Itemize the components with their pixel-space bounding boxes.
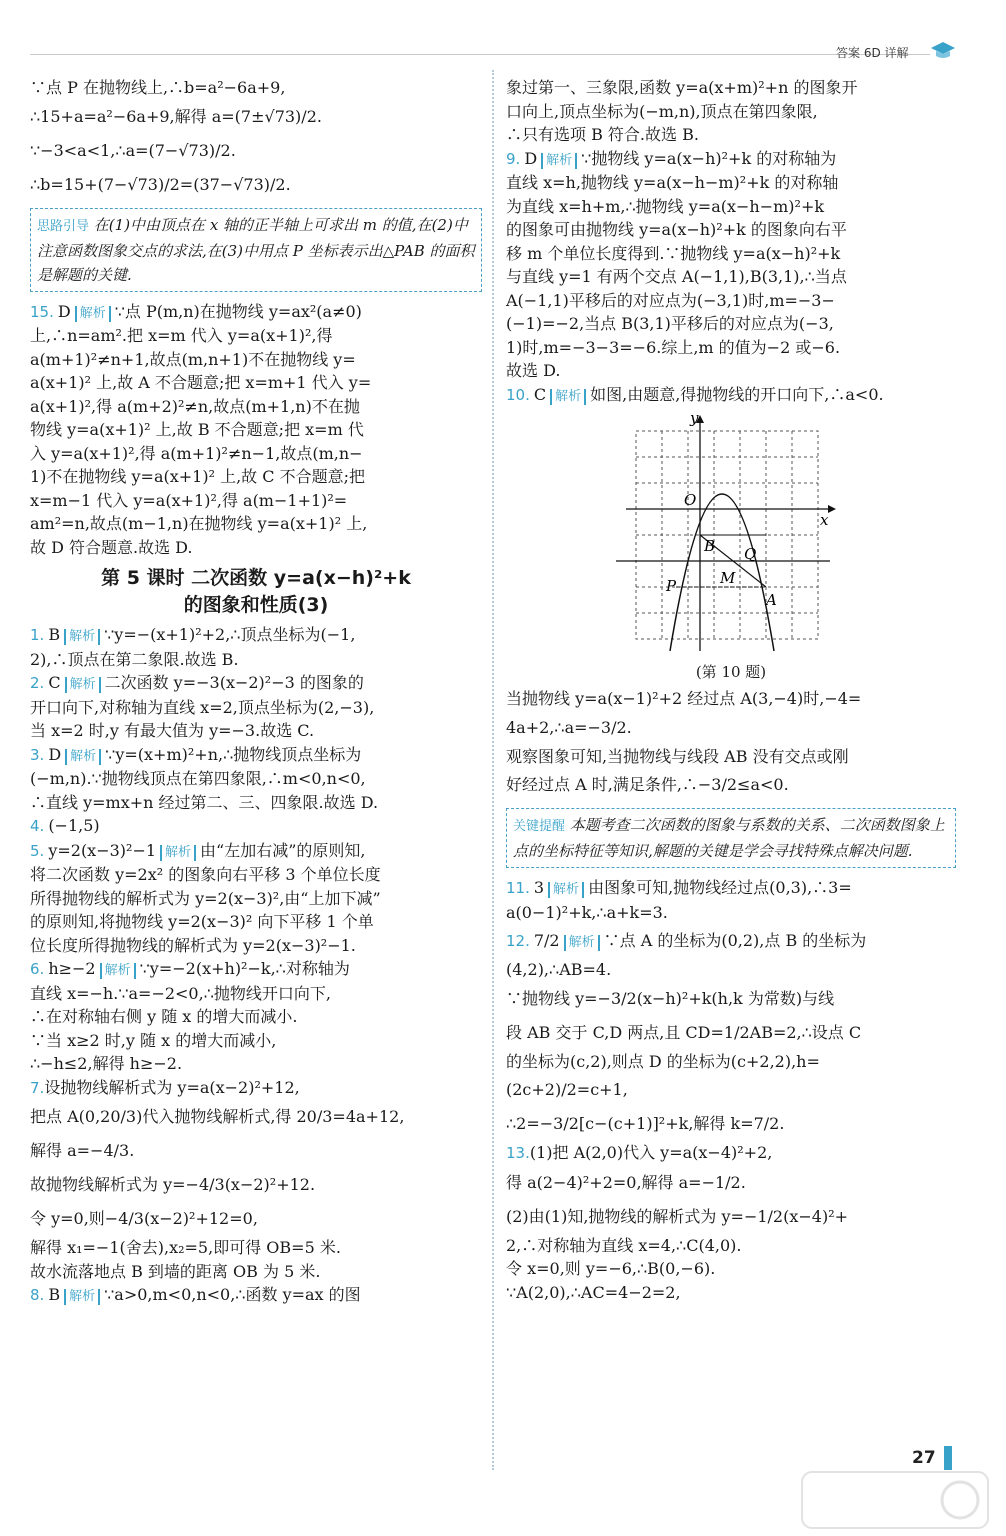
line-text: 1)时,m=−3−3=−6.综上,m 的值为−2 或−6.: [506, 337, 841, 357]
answer-value: y=2(x−3)²−1: [48, 840, 157, 860]
text-line: [30, 1076, 482, 1101]
section-heading-line2: 的图象和性质(3): [183, 594, 329, 616]
text-line: [506, 242, 956, 266]
section-heading-line1: 第 5 课时 二次函数 y=a(x−h)²+k: [101, 567, 411, 589]
text-line: [506, 876, 956, 901]
answer-value: C: [48, 673, 61, 692]
line-text: ∵点 A 的坐标为(0,2),点 B 的坐标为: [603, 931, 867, 950]
answer-value: B: [48, 625, 61, 644]
fig-label-a: A: [766, 591, 777, 609]
analysis-tag: 解析: [548, 882, 584, 898]
question-number: 9.: [506, 149, 521, 168]
question-number: 1.: [30, 626, 45, 644]
analysis-tag: 解析: [550, 389, 586, 405]
answer-value: D: [48, 744, 62, 764]
answer-value: (−1,5): [48, 816, 100, 835]
line-text: ∴2=−3/2[c−(c+1)]²+k,解得 k=7/2.: [506, 1114, 785, 1133]
left-block-a: [30, 76, 482, 202]
line-text: 二次函数 y=−3(x−2)²−3 的图象的: [104, 673, 364, 692]
text-line: [506, 982, 956, 1016]
line-text: ∵a>0,m<0,n<0,∴函数 y=ax 的图: [104, 1285, 361, 1304]
line-text: 解得 a=−4/3.: [30, 1141, 135, 1160]
line-text: (−m,n).∵抛物线顶点在第四象限,∴m<0,n<0,: [30, 769, 366, 788]
question-number: 13.: [506, 1144, 530, 1162]
text-line: [30, 957, 482, 982]
text-line: [506, 1141, 956, 1166]
line-text: 当抛物线 y=a(x−1)²+2 经过点 A(3,−4)时,−4=: [506, 689, 862, 708]
line-text: 开口向下,对称轴为直线 x=2,顶点坐标为(2,−3),: [30, 697, 375, 717]
line-text: ∵y=−2(x+h)²−k,∴对称轴为: [139, 959, 350, 978]
text-line: [506, 687, 956, 711]
line-text: 由图象可知,抛物线经过点(0,3),∴3=: [588, 878, 852, 897]
answer-value: B: [48, 1285, 61, 1304]
right-block-b: [506, 687, 956, 802]
text-line: [506, 1257, 956, 1281]
header-rule: [30, 54, 930, 55]
line-text: ∴只有选项 B 符合.故选 B.: [506, 125, 699, 144]
text-line: [30, 814, 482, 839]
line-text: am²=n,故点(m−1,n)在抛物线 y=a(x+1)² 上,: [30, 514, 368, 533]
question-number: 7.: [30, 1078, 45, 1097]
text-line: [30, 863, 482, 887]
fig-label-o: O: [684, 491, 697, 509]
header-label: 答案 6D 详解: [836, 46, 909, 60]
question-number: 6.: [30, 960, 45, 978]
fig-label-q: Q: [744, 545, 757, 563]
question-number: 2.: [30, 674, 45, 692]
line-text: (−1)=−2,当点 B(3,1)平移后的对应点为(−3,: [506, 314, 834, 333]
text-line: [506, 195, 956, 219]
fig-label-m: M: [720, 569, 736, 587]
text-line: [506, 359, 956, 383]
text-line: [506, 924, 956, 958]
text-line: [30, 839, 482, 864]
analysis-tag: 解析: [64, 1289, 100, 1305]
line-text: 1)不在抛物线 y=a(x+1)² 上,故 C 不合题意;把: [30, 467, 365, 486]
text-line: [30, 671, 482, 696]
text-line: [30, 1029, 482, 1053]
text-line: [506, 147, 956, 172]
text-line: [506, 1281, 956, 1305]
line-text: 解得 x₁=−1(舍去),x₂=5,即可得 OB=5 米.: [30, 1238, 341, 1257]
line-text: 物线 y=a(x+1)² 上,故 B 不合题意;把 x=m 代: [30, 420, 364, 439]
analysis-tag: 解析: [64, 629, 100, 645]
text-line: [30, 76, 482, 100]
page-number: 27: [912, 1448, 936, 1468]
line-text: 由“左加右减”的原则知,: [200, 840, 366, 860]
tip-text: 本题考查二次函数的图象与系数的关系、二次函数图象上点的坐标特征等知识,解题的关键是学会寻找特殊点解决问题.: [513, 816, 945, 860]
line-text: 移 m 个单位长度得到.∵抛物线 y=a(x−h)²+k: [506, 243, 841, 263]
answer-value: D: [524, 148, 538, 168]
right-block-a: [506, 76, 956, 407]
right-column: [506, 76, 956, 1304]
text-line: [506, 1200, 956, 1234]
line-text: 的原则知,将抛物线 y=2(x−3)² 向下平移 1 个单: [30, 912, 374, 931]
text-line: [30, 910, 482, 934]
line-text: (1)把 A(2,0)代入 y=a(x−4)²+2,: [529, 1143, 773, 1162]
text-line: [506, 171, 956, 195]
text-line: [30, 887, 482, 911]
text-line: [30, 512, 482, 536]
line-text: 象过第一、三象限,函数 y=a(x+m)²+n 的图象开: [506, 78, 858, 97]
line-text: ∴b=15+(7−√73)/2=(37−√73)/2.: [30, 174, 291, 194]
text-line: [30, 100, 482, 134]
tip-box-key: [506, 808, 956, 868]
text-line: [30, 300, 482, 325]
line-text: ∵抛物线 y=a(x−h)²+k 的对称轴为: [581, 148, 837, 168]
watermark-logo: [800, 1470, 990, 1530]
text-line: [506, 383, 956, 408]
text-line: [506, 265, 956, 289]
text-line: [30, 1134, 482, 1168]
tip-label: 关键提醒: [513, 819, 566, 834]
line-text: 直线 x=h,抛物线 y=a(x−h−m)²+k 的对称轴: [506, 173, 839, 192]
line-text: 当 x=2 时,y 有最大值为 y=−3.故选 C.: [30, 721, 315, 740]
line-text: ∵A(2,0),∴AC=4−2=2,: [506, 1282, 681, 1302]
column-divider: [492, 70, 494, 1470]
line-text: 得 a(2−4)²+2=0,解得 a=−1/2.: [506, 1172, 746, 1192]
line-text: 上,∴n=am².把 x=m 代入 y=a(x+1)²,得: [30, 326, 333, 345]
page-number-accent: [944, 1446, 952, 1470]
text-line: [506, 711, 956, 745]
line-text: 将二次函数 y=2x² 的图象向右平移 3 个单位长度: [30, 865, 381, 884]
line-text: ∵当 x≥2 时,y 随 x 的增大而减小,: [30, 1030, 277, 1050]
left-block-b: [30, 300, 482, 560]
line-text: ∵点 P(m,n)在抛物线 y=ax²(a≠0): [114, 301, 362, 321]
text-line: [30, 1283, 482, 1308]
line-text: 故选 D.: [506, 361, 561, 380]
text-line: [506, 218, 956, 242]
analysis-tag: 解析: [75, 306, 111, 322]
line-text: 入 y=a(x+1)²,得 a(m+1)²≠n−1,故点(m,n−: [30, 443, 363, 463]
question-number: 3.: [30, 745, 45, 764]
line-text: 的坐标为(c,2),则点 D 的坐标为(c+2,2),h=: [506, 1051, 820, 1071]
fig-label-b: B: [704, 537, 716, 555]
figure-q10: [616, 411, 846, 661]
line-text: 4a+2,∴a=−3/2.: [506, 717, 632, 737]
text-line: [506, 1016, 956, 1050]
line-text: ∴−h≤2,解得 h≥−2.: [30, 1054, 183, 1073]
text-line: [30, 1202, 482, 1236]
text-line: [30, 934, 482, 958]
line-text: A(−1,1)平移后的对应点为(−3,1)时,m=−3−: [506, 290, 835, 310]
section-heading: [30, 565, 482, 619]
analysis-tag: 解析: [65, 677, 101, 693]
text-line: [506, 1050, 956, 1074]
line-text: 观察图象可知,当抛物线与线段 AB 没有交点或刚: [506, 746, 849, 766]
analysis-tag: 解析: [100, 963, 136, 979]
line-text: 故水流落地点 B 到墙的距离 OB 为 5 米.: [30, 1261, 321, 1281]
line-text: 故 D 符合题意.故选 D.: [30, 537, 193, 557]
text-line: [506, 123, 956, 147]
line-text: ∵y=(x+m)²+n,∴抛物线顶点坐标为: [105, 744, 362, 764]
line-text: a(x+1)²,得 a(m+2)²≠n,故点(m+1,n)不在抛: [30, 396, 360, 416]
text-line: [30, 767, 482, 791]
left-column: [30, 76, 482, 1308]
line-text: 2,∴对称轴为直线 x=4,∴C(4,0).: [506, 1235, 742, 1255]
tip-box-thinking: [30, 208, 482, 292]
line-text: a(m+1)²≠n+1,故点(m,n+1)不在抛物线 y=: [30, 349, 356, 369]
line-text: x=m−1 代入 y=a(x+1)²,得 a(m−1+1)²=: [30, 490, 348, 510]
line-text: 的图象可由抛物线 y=a(x−h)²+k 的图象向右平: [506, 220, 847, 239]
analysis-tag: 解析: [541, 153, 577, 169]
tip-label: 思路引导: [37, 218, 90, 234]
text-line: [30, 719, 482, 743]
text-line: [30, 696, 482, 720]
text-line: [30, 134, 482, 168]
line-text: 口向上,顶点坐标为(−m,n),顶点在第四象限,: [506, 101, 818, 121]
line-text: a(x+1)² 上,故 A 不合题意;把 x=m+1 代入 y=: [30, 373, 372, 392]
line-text: 如图,由题意,得抛物线的开口向下,∴a<0.: [590, 384, 884, 404]
figure-caption: (第 10 题): [695, 663, 767, 681]
text-line: [30, 1052, 482, 1076]
line-text: 所得抛物线的解析式为 y=2(x−3)²,由“上加下减”: [30, 888, 381, 908]
question-number: 11.: [506, 879, 530, 897]
text-line: [506, 901, 956, 925]
line-text: 2),∴顶点在第二象限.故选 B.: [30, 649, 239, 669]
text-line: [30, 489, 482, 513]
line-text: ∴在对称轴右侧 y 随 x 的增大而减小.: [30, 1007, 298, 1026]
text-line: [30, 623, 482, 648]
answer-value: 3: [533, 878, 545, 897]
line-text: ∵点 P 在抛物线上,∴b=a²−6a+9,: [30, 78, 286, 97]
tip-text: 在(1)中由顶点在 x 轴的正半轴上可求出 m 的值,在(2)中注意函数图象交点的求法,在(3)中用点 P 坐标表示出△PAB 的面积是解题的关键.: [37, 215, 475, 284]
line-text: ∵y=−(x+1)²+2,∴顶点坐标为(−1,: [104, 625, 356, 644]
analysis-tag: 解析: [160, 845, 196, 861]
line-text: 把点 A(0,20/3)代入抛物线解析式,得 20/3=4a+12,: [30, 1107, 405, 1126]
text-line: [30, 418, 482, 442]
answer-value: 7/2: [533, 931, 560, 950]
text-line: [30, 465, 482, 489]
fig-label-y: y: [690, 411, 699, 427]
text-line: [30, 1260, 482, 1284]
analysis-tag: 解析: [564, 935, 600, 951]
text-line: [506, 289, 956, 313]
line-text: 设抛物线解析式为 y=a(x−2)²+12,: [44, 1077, 300, 1097]
line-text: ∴直线 y=mx+n 经过第二、三、四象限.故选 D.: [30, 792, 379, 812]
line-text: 故抛物线解析式为 y=−4/3(x−2)²+12.: [30, 1175, 316, 1194]
fig-label-p: P: [666, 577, 677, 595]
line-text: 与直线 y=1 有两个交点 A(−1,1),B(3,1),∴当点: [506, 267, 847, 286]
line-text: a(0−1)²+k,∴a+k=3.: [506, 902, 668, 922]
text-line: [506, 1073, 956, 1107]
text-line: [30, 743, 482, 768]
line-text: 为直线 x=h+m,∴抛物线 y=a(x−h−m)²+k: [506, 196, 825, 216]
line-text: ∴15+a=a²−6a+9,解得 a=(7±√73)/2.: [30, 106, 322, 126]
text-line: [506, 100, 956, 124]
text-line: [30, 791, 482, 815]
text-line: [506, 312, 956, 336]
question-number: 4.: [30, 817, 45, 835]
question-number: 8.: [30, 1286, 45, 1304]
question-number: 15.: [30, 302, 54, 321]
text-line: [30, 371, 482, 395]
text-line: [30, 348, 482, 372]
text-line: [506, 76, 956, 100]
line-text: 令 x=0,则 y=−6,∴B(0,−6).: [506, 1259, 716, 1278]
text-line: [506, 1107, 956, 1141]
text-line: [30, 1236, 482, 1260]
text-line: [506, 1234, 956, 1258]
text-line: [30, 1100, 482, 1134]
text-line: [30, 536, 482, 560]
fig-label-x: x: [820, 511, 829, 529]
line-text: 令 y=0,则−4/3(x−2)²+12=0,: [30, 1209, 258, 1228]
line-text: (4,2),∴AB=4.: [506, 960, 612, 979]
answer-value: D: [57, 301, 71, 321]
text-line: [30, 1168, 482, 1202]
line-text: 直线 x=−h.∵a=−2<0,∴抛物线开口向下,: [30, 983, 331, 1003]
figure-q10-graph: [616, 411, 846, 661]
right-block-c: [506, 876, 956, 1304]
line-text: 位长度所得抛物线的解析式为 y=2(x−3)²−1.: [30, 935, 356, 955]
left-block-c: [30, 623, 482, 1308]
text-line: [506, 768, 956, 802]
question-number: 5.: [30, 841, 45, 860]
text-line: [30, 648, 482, 672]
line-text: ∵抛物线 y=−3/2(x−h)²+k(h,k 为常数)与线: [506, 988, 835, 1008]
line-text: (2)由(1)知,抛物线的解析式为 y=−1/2(x−4)²+: [506, 1206, 849, 1226]
analysis-tag: 解析: [65, 749, 101, 765]
question-number: 10.: [506, 385, 530, 404]
text-line: [30, 442, 482, 466]
text-line: [506, 336, 956, 360]
text-line: [506, 745, 956, 769]
mortarboard-icon: [930, 40, 956, 62]
answer-value: h≥−2: [48, 959, 96, 978]
question-number: 12.: [506, 932, 530, 950]
answer-value: C: [533, 384, 547, 404]
text-line: [30, 1005, 482, 1029]
line-text: ∵−3<a<1,∴a=(7−√73)/2.: [30, 140, 236, 160]
line-text: (2c+2)/2=c+1,: [506, 1080, 628, 1099]
text-line: [30, 168, 482, 202]
text-line: [30, 395, 482, 419]
text-line: [30, 324, 482, 348]
line-text: 好经过点 A 时,满足条件,∴−3/2≤a<0.: [506, 775, 789, 794]
text-line: [506, 958, 956, 982]
line-text: 段 AB 交于 C,D 两点,且 CD=1/2AB=2,∴设点 C: [506, 1022, 862, 1042]
text-line: [506, 1166, 956, 1200]
text-line: [30, 982, 482, 1006]
